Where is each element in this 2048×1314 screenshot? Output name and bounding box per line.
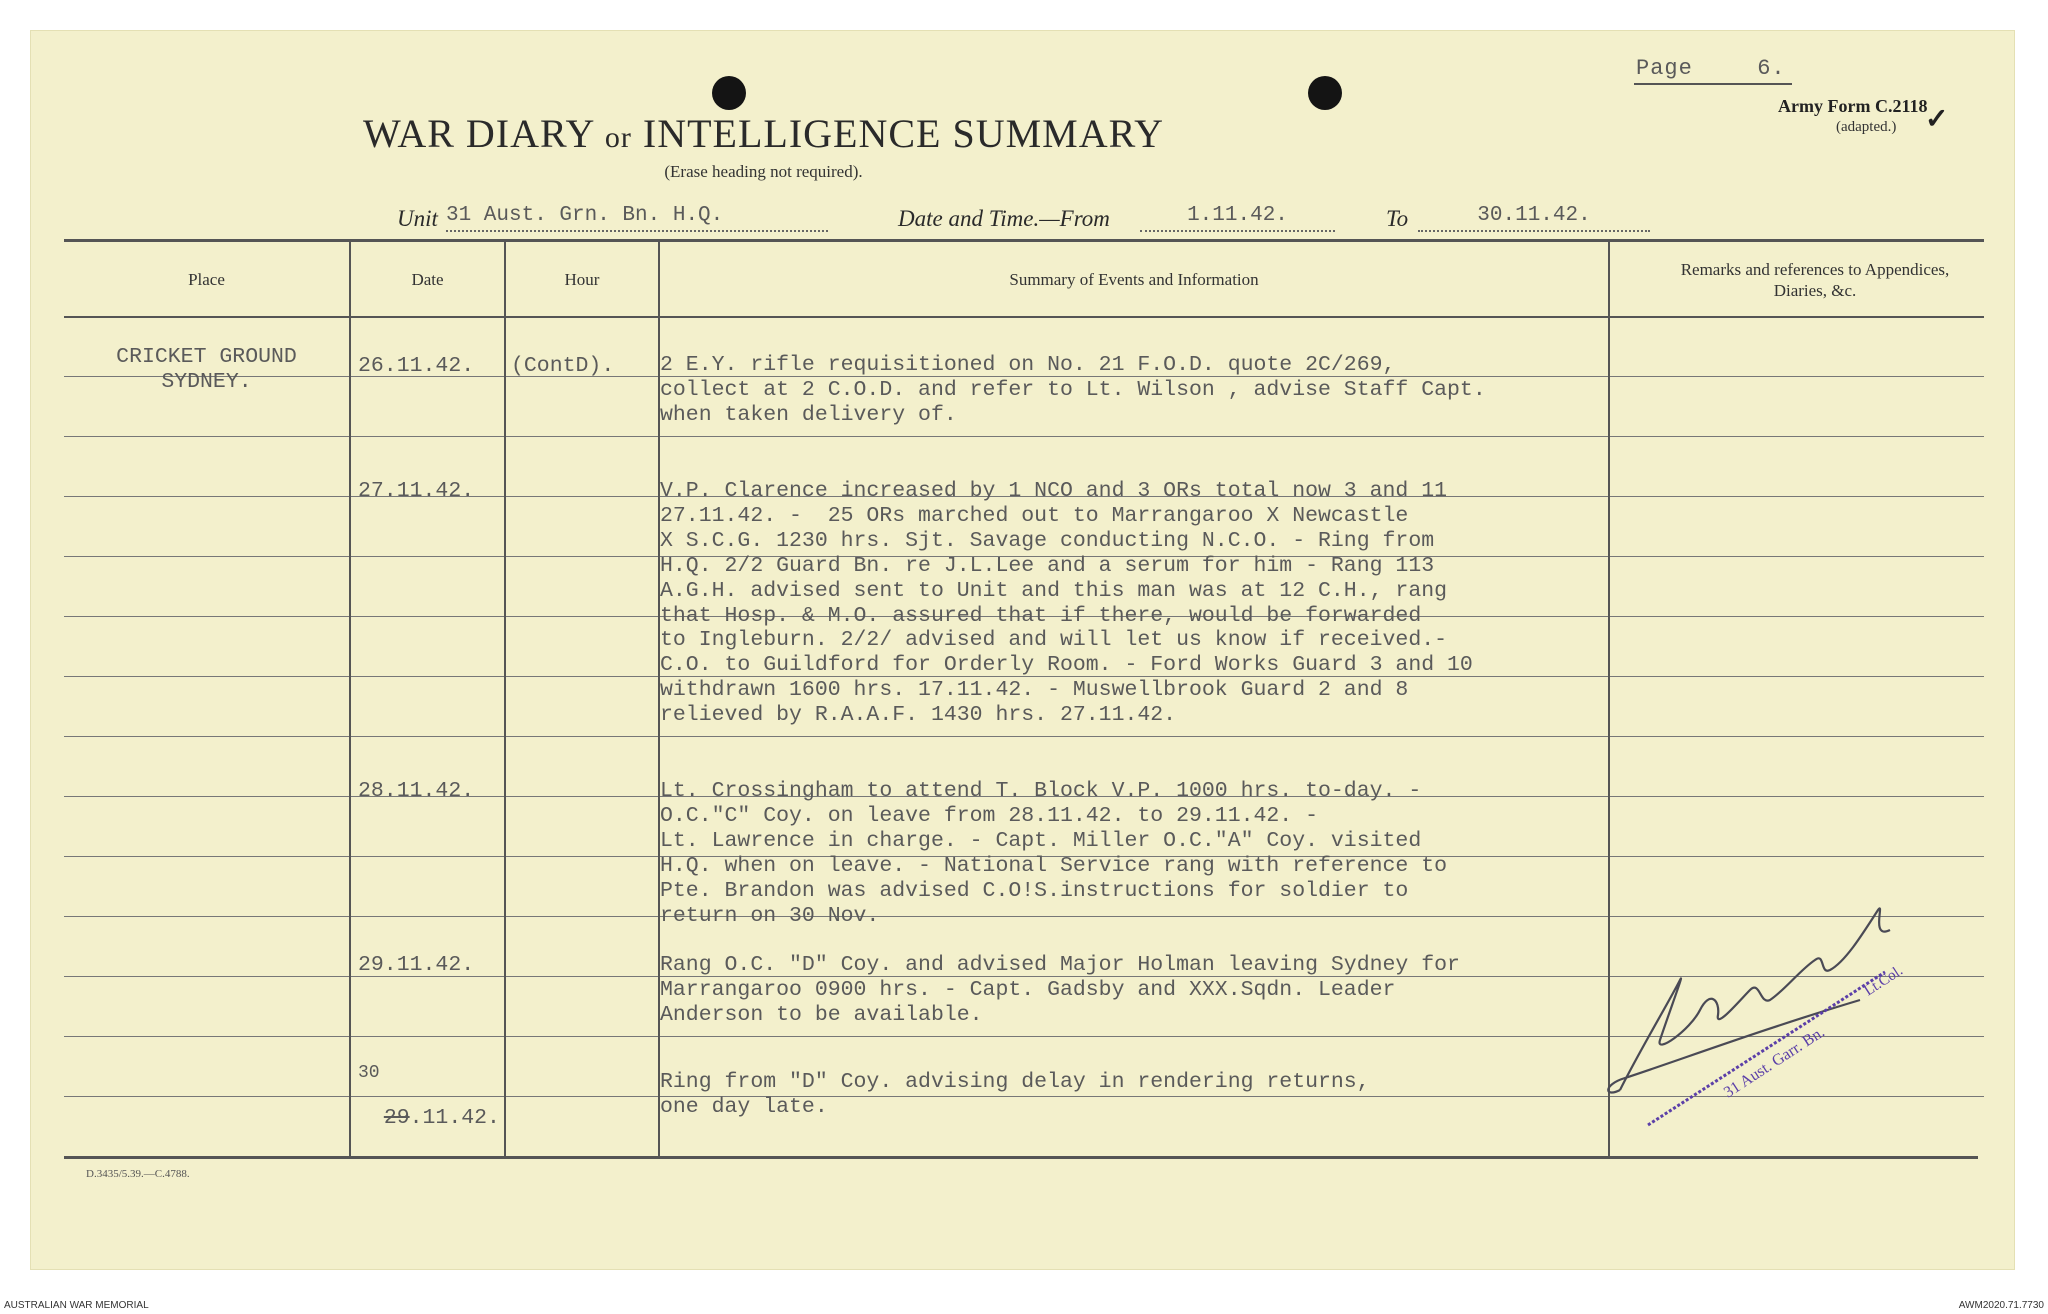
- signature-stamp: [1600, 880, 1920, 1140]
- archive-reference: AWM2020.71.7730: [1958, 1300, 2044, 1311]
- column-header-date: Date: [411, 270, 444, 289]
- signature: [1608, 908, 1890, 1092]
- signature-dotted-line: [1648, 972, 1885, 1125]
- page-number: [1634, 56, 1792, 85]
- place-line-2: SYDNEY.: [161, 370, 252, 394]
- entry-date: 27.11.42.: [358, 479, 475, 503]
- entry-date: 26.11.42.: [358, 354, 475, 378]
- col-rule-date-hour: [504, 240, 506, 1158]
- page-title: [0, 110, 1527, 157]
- date-time-label: Date and Time.—From: [898, 206, 1110, 231]
- entry-summary: Rang O.C. "D" Coy. and advised Major Holman leaving Sydney for Marrangaroo 0900 hrs. - Capt. Gadsby and XXX.Sqdn. Leader Anderson to be available.: [660, 953, 1460, 1027]
- page-value: 6.: [1757, 56, 1786, 81]
- army-form-note: (adapted.): [1836, 119, 1897, 135]
- title-war-diary: WAR DIARY: [363, 111, 594, 156]
- column-header-hour: Hour: [564, 270, 600, 289]
- date-to-label: To: [1386, 206, 1409, 231]
- check-mark-icon: ✓: [1925, 102, 1949, 135]
- entry-summary: Lt. Crossingham to attend T. Block V.P. 1000 hrs. to-day. - O.C."C" Coy. on leave from 28.11.42. to 29.11.42. - Lt. Lawrence in charge. - Capt. Miller O.C."A" Coy. visited H.Q. when on leave. - National Service rang with reference to Pte. Brandon was advised C.O!S.instructions for soldier to return on 30 Nov.: [660, 779, 1448, 928]
- unit-label: Unit: [397, 206, 438, 231]
- stamp-rank: Lt.Col.: [1861, 962, 1906, 1000]
- date-correction-overwrite: 30: [358, 1063, 380, 1083]
- page-subtitle: (Erase heading not required).: [664, 162, 863, 181]
- archive-caption: AUSTRALIAN WAR MEMORIAL: [4, 1300, 149, 1311]
- army-form-number: Army Form C.2118: [1778, 96, 1928, 116]
- stamp-unit: 31 Aust. Garr. Bn.: [1720, 1023, 1828, 1102]
- table-top-rule: [64, 239, 1984, 242]
- entry-summary: Ring from "D" Coy. advising delay in rendering returns, one day late.: [660, 1070, 1370, 1119]
- date-correction-struck: 29: [383, 1105, 410, 1130]
- page-label: Page: [1636, 56, 1693, 81]
- title-intelligence-summary: INTELLIGENCE SUMMARY: [642, 111, 1164, 156]
- column-header-place: Place: [188, 270, 225, 289]
- date-from-field: 1.11.42.: [1140, 204, 1335, 232]
- column-header-summary: Summary of Events and Information: [1009, 270, 1259, 289]
- punch-hole-right: [1308, 76, 1342, 110]
- table-bottom-rule: [64, 1156, 1978, 1159]
- entry-summary: 2 E.Y. rifle requisitioned on No. 21 F.O.D. quote 2C/269, collect at 2 C.O.D. and refer to Lt. Wilson , advise Staff Capt. when taken delivery of.: [660, 353, 1486, 427]
- table-header-rule: [64, 316, 1984, 318]
- col-rule-place-date: [349, 240, 351, 1158]
- date-to-field: 30.11.42.: [1418, 204, 1650, 232]
- entry-summary: V.P. Clarence increased by 1 NCO and 3 ORs total now 3 and 11 27.11.42. - 25 ORs marched out to Marrangaroo X Newcastle X S.C.G. 1230 hrs. Sjt. Savage conducting N.C.O. - Ring from H.Q. 2/2 Guard Bn. re J.L.Lee and a serum for him - Rang 113 A.G.H. advised sent to Unit and this man was at 12 C.H., rang that Hosp. & M.O. assured that if there, would be forwarded to Ingleburn. 2/2/ advised and will let us know if received.- C.O. to Guildford for Orderly Room. - Ford Works Guard 3 and 10 withdrawn 1600 hrs. 17.11.42. - Muswellbrook Guard 2 and 8 relieved by R.A.A.F. 1430 hrs. 27.11.42.: [660, 479, 1473, 728]
- entry-date: 29.11.42.: [358, 953, 475, 977]
- title-or: or: [604, 121, 632, 154]
- unit-field: 31 Aust. Grn. Bn. H.Q.: [446, 204, 828, 232]
- date-correction-rest: .11.42.: [409, 1105, 500, 1130]
- print-code: D.3435/5.39.—C.4788.: [86, 1168, 190, 1180]
- entry-date: 28.11.42.: [358, 779, 475, 803]
- column-header-remarks: Remarks and references to Appendices, Diaries, &c.: [1680, 260, 1950, 300]
- entry-date: [358, 1081, 500, 1131]
- punch-hole-left: [712, 76, 746, 110]
- place-line-1: CRICKET GROUND: [116, 345, 297, 369]
- entry-hour: (ContD).: [511, 354, 615, 378]
